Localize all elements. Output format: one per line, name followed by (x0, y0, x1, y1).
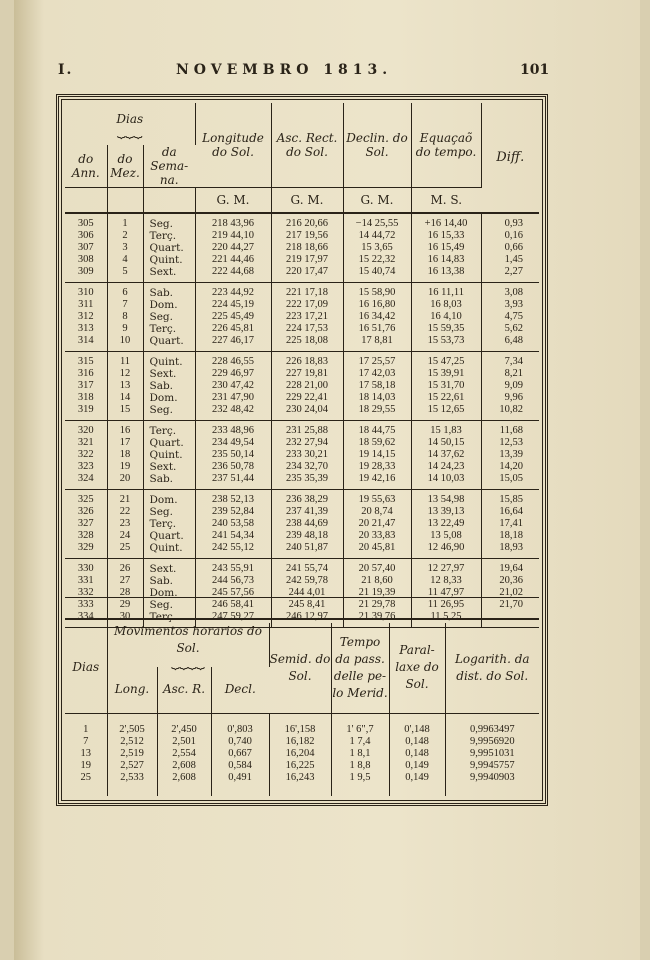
movimentos-header: Movimentos horarios do Sol. ⏟⏟⏟⏟ (107, 623, 269, 667)
diff-cell: 3,08 3,93 4,75 5,62 6,48 (481, 283, 539, 352)
parallaxe-cell: 0',148 0,148 0,148 0,149 0,149 (389, 713, 445, 796)
equacao-cell: 12 27,97 12 8,33 11 47,97 11 26,95 11 5,25 (411, 559, 481, 628)
equacao-header: Equaçaõ do tempo. (411, 103, 481, 188)
logarith-header: Logarith. da dist. do Sol. (445, 623, 539, 713)
da-semana-header: da Sema-na. (150, 145, 189, 187)
asc-rect-unit: G. M. (271, 188, 343, 214)
tempo-cell: 1' 6",7 1 7,4 1 8,1 1 8,8 1 9,5 (331, 713, 389, 796)
parallaxe-header: Paral- laxe do Sol. (389, 623, 445, 713)
longitude-cell: 243 55,91 244 56,73 245 57,56 246 58,41 247 59,27 (195, 559, 271, 628)
declin-cell: 18 44,75 18 59,62 19 14,15 19 28,33 19 42,16 (343, 421, 411, 490)
table-frame (56, 94, 548, 806)
day-of-month-cell: 11 12 13 14 15 (107, 352, 143, 421)
semid-cell: 16',158 16,182 16,204 16,225 16,243 (269, 713, 331, 796)
equacao-cell: 13 54,98 13 39,13 13 22,49 13 5,08 12 46,90 (411, 490, 481, 559)
day-of-month-cell: 6 7 8 9 10 (107, 283, 143, 352)
diff-cell: 15,85 16,64 17,41 18,18 18,93 (481, 490, 539, 559)
table-row-group (65, 352, 539, 421)
asc-r-header: Asc. R. (157, 667, 211, 713)
longitude-cell: 223 44,92 224 45,19 225 45,49 226 45,81 227 46,17 (195, 283, 271, 352)
day-of-month-cell: 1 2 3 4 5 (107, 213, 143, 283)
day-of-year-cell: 320 321 322 323 324 (65, 421, 107, 490)
longitude-cell: 218 43,96 219 44,10 220 44,27 221 44,46 222 44,68 (195, 213, 271, 283)
weekday-cell: Quint. Sext. Sab. Dom. Seg. (143, 352, 195, 421)
section-divider (65, 597, 539, 620)
declin-cell: 15 58,90 16 16,80 16 34,42 16 51,76 17 8,81 (343, 283, 411, 352)
equacao-cell: 15 1,83 14 50,15 14 37,62 14 24,23 14 10,03 (411, 421, 481, 490)
section-number: I. (58, 62, 74, 78)
table-row-group (65, 490, 539, 559)
dias-cell: 1 7 13 19 25 (65, 713, 107, 796)
equacao-cell: 15 47,25 15 39,91 15 31,70 15 22,61 15 12,65 (411, 352, 481, 421)
diff-cell: 11,68 12,53 13,39 14,20 15,05 (481, 421, 539, 490)
weekday-cell: Sext. Sab. Dom. Seg. Terç. (143, 559, 195, 628)
asc-rect-cell: 236 38,29 237 41,39 238 44,69 239 48,18 240 51,87 (271, 490, 343, 559)
ephemeris-table (65, 103, 539, 628)
day-of-year-cell: 325 326 327 328 329 (65, 490, 107, 559)
diff-cell: 19,64 20,36 21,02 21,70 (481, 559, 539, 628)
diff-cell: 7,34 8,21 9,09 9,96 10,82 (481, 352, 539, 421)
day-of-month-cell: 26 27 28 29 30 (107, 559, 143, 628)
longitude-cell: 228 46,55 229 46,97 230 47,42 231 47,90 232 48,42 (195, 352, 271, 421)
long-cell: 2',505 2,512 2,519 2,527 2,533 (107, 713, 157, 796)
declin-cell: 20 57,40 21 8,60 21 19,39 21 29,78 21 39,76 (343, 559, 411, 628)
longitude-header: Longitude do Sol. (195, 103, 271, 188)
diff-header: Diff. (481, 103, 539, 213)
day-of-year-cell: 310 311 312 313 314 (65, 283, 107, 352)
diff-cell: 0,93 0,16 0,66 1,45 2,27 (481, 213, 539, 283)
table-row-group (65, 283, 539, 352)
day-of-year-cell: 315 316 317 318 319 (65, 352, 107, 421)
weekday-cell: Seg. Terç. Quart. Quint. Sext. (143, 213, 195, 283)
book-page (14, 0, 640, 960)
decl-header: Decl. (211, 667, 269, 713)
day-of-year-cell: 305 306 307 308 309 (65, 213, 107, 283)
asc-rect-cell: 241 55,74 242 59,78 244 4,01 245 8,41 246 12,97 (271, 559, 343, 628)
semid-header: Semid. do Sol. (269, 623, 331, 713)
hourly-motions-body (65, 713, 539, 796)
dias2-header: Dias (65, 623, 107, 713)
decl-cell: 0',803 0,740 0,667 0,584 0,491 (211, 713, 269, 796)
hourly-motions-table (65, 623, 539, 796)
asc-rect-cell: 226 18,83 227 19,81 228 21,00 229 22,41 230 24,04 (271, 352, 343, 421)
do-ann-header: do Ann. (65, 145, 107, 188)
day-of-month-cell: 21 22 23 24 25 (107, 490, 143, 559)
declin-cell: 17 25,57 17 42,03 17 58,18 18 14,03 18 29,55 (343, 352, 411, 421)
table-row-group (65, 213, 539, 283)
asc-rect-cell: 221 17,18 222 17,09 223 17,21 224 17,53 225 18,08 (271, 283, 343, 352)
weekday-cell: Sab. Dom. Seg. Terç. Quart. (143, 283, 195, 352)
weekday-cell: Dom. Seg. Terç. Quart. Quint. (143, 490, 195, 559)
asc-rect-header: Asc. Rect. do Sol. (271, 103, 343, 188)
declin-unit: G. M. (343, 188, 411, 214)
asc-rect-cell: 216 20,66 217 19,56 218 18,66 219 17,97 220 17,47 (271, 213, 343, 283)
declin-cell: 19 55,63 20 8,74 20 21,47 20 33,83 20 45,81 (343, 490, 411, 559)
table-row (65, 713, 539, 796)
longitude-cell: 233 48,96 234 49,54 235 50,14 236 50,78 237 51,44 (195, 421, 271, 490)
tempo-header: Tempo da pass. delle pe- lo Merid. (331, 623, 389, 713)
do-mez-header: do Mez. (107, 145, 143, 188)
page-title: NOVEMBRO 1813. (176, 62, 393, 78)
day-of-month-cell: 16 17 18 19 20 (107, 421, 143, 490)
longitude-cell: 238 52,13 239 52,84 240 53,58 241 54,34 242 55,12 (195, 490, 271, 559)
page-number: 101 (520, 62, 550, 78)
asc-r-cell: 2',450 2,501 2,554 2,608 2,608 (157, 713, 211, 796)
equacao-cell: +16 14,40 16 15,33 16 15,49 16 14,83 16 13,38 (411, 213, 481, 283)
logarith-cell: 0,9963497 9,9956920 9,9951031 9,9945757 9,9940903 (469, 723, 515, 783)
weekday-cell: Terç. Quart. Quint. Sext. Sab. (143, 421, 195, 490)
table-row-group (65, 421, 539, 490)
equacao-cell: 16 11,11 16 8,03 16 4,10 15 59,35 15 53,73 (411, 283, 481, 352)
ephemeris-body (65, 213, 539, 628)
declin-cell: −14 25,55 14 44,72 15 3,65 15 22,32 15 40,74 (343, 213, 411, 283)
longitude-unit: G. M. (195, 188, 271, 214)
declin-header: Declin. do Sol. (343, 103, 411, 188)
equacao-unit: M. S. (411, 188, 481, 214)
asc-rect-cell: 231 25,88 232 27,94 233 30,21 234 32,70 235 35,39 (271, 421, 343, 490)
dias-header: Dias ⏟⏟⏟ (65, 103, 195, 145)
long-header: Long. (107, 667, 157, 713)
day-of-year-cell: 330 331 332 333 334 (65, 559, 107, 628)
